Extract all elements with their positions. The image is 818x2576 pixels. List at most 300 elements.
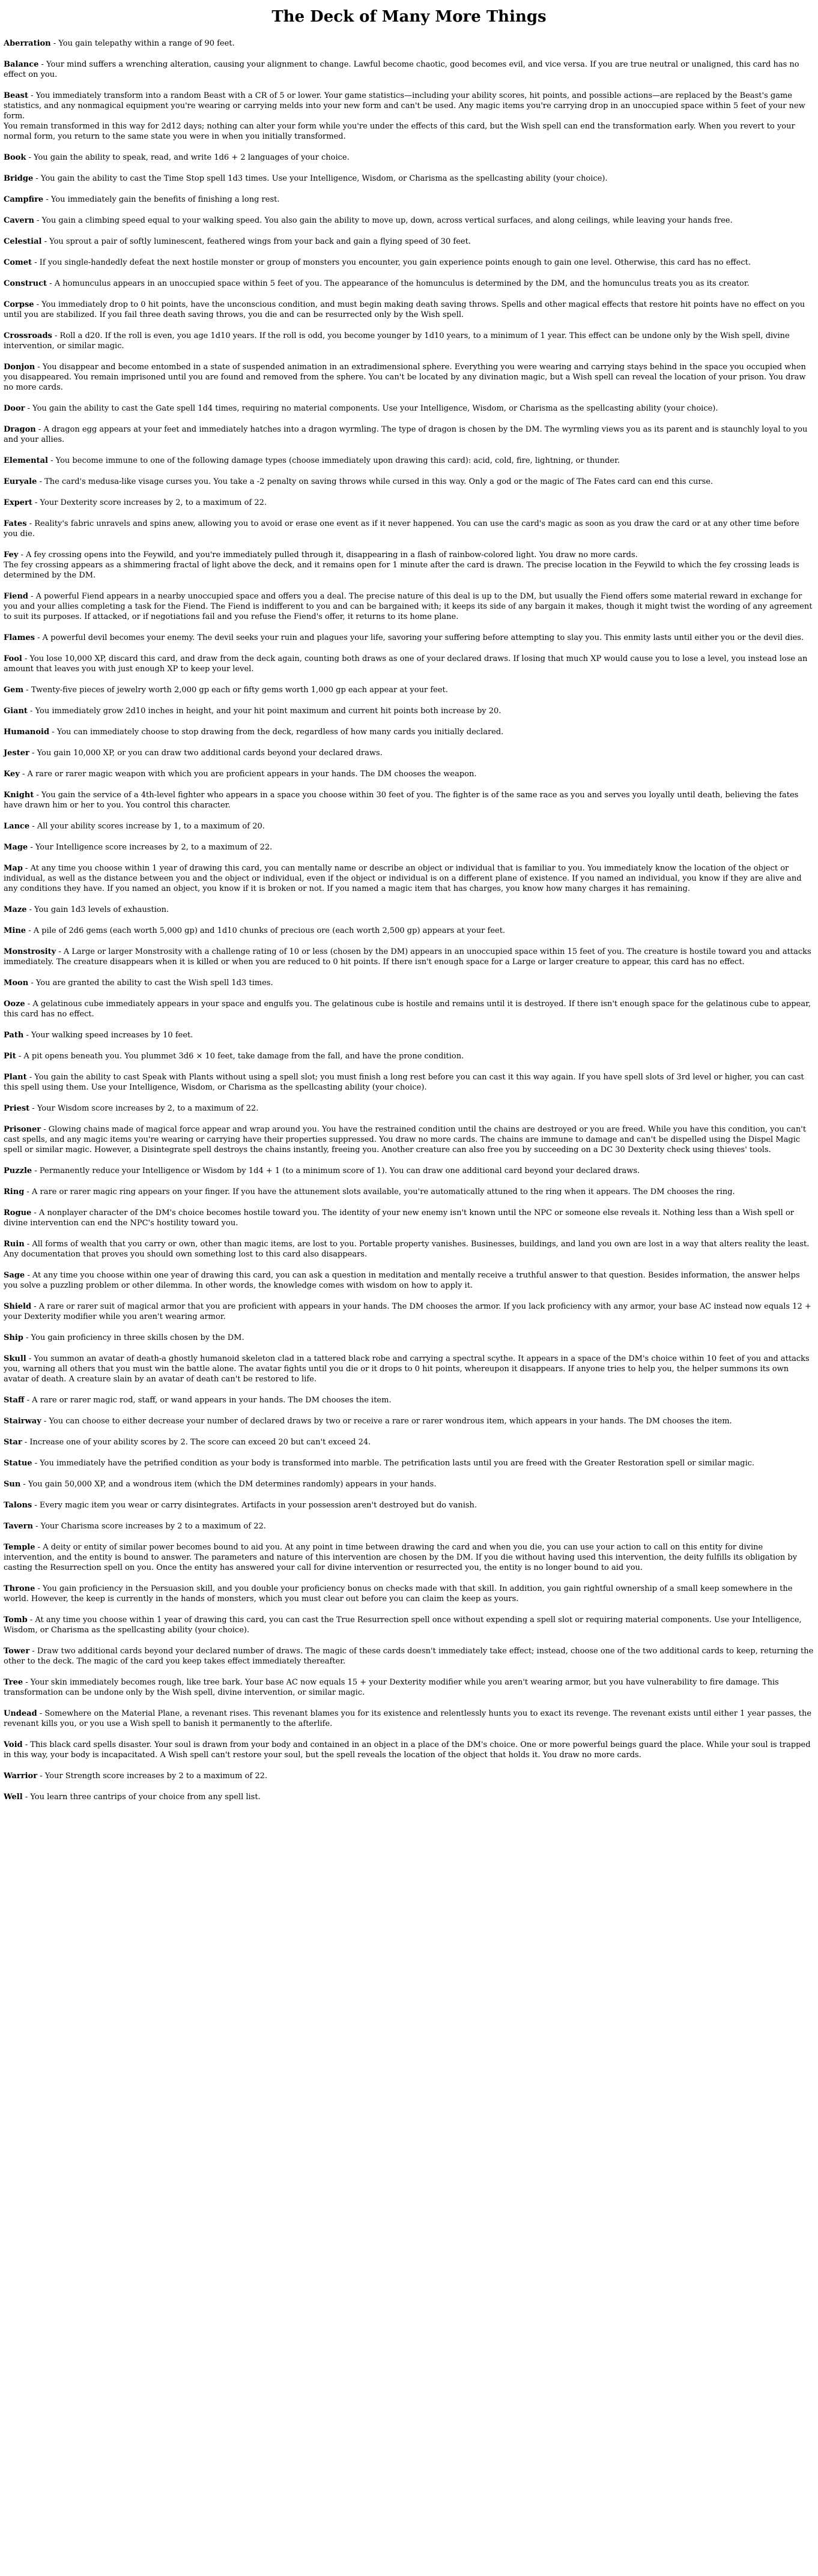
card-name: Giant [4,707,28,716]
card-description: Somewhere on the Material Plane, a revenant rises. This revenant blames you for its existence and relentlessly hunts you to exact its revenge. The revenant exists until either 1 year passes, the revenant kills you, or you use a Wish spell to banish it permanently to the afterlife. [4,1709,812,1728]
card-paragraph [4,1521,814,1531]
card-paragraph [4,1239,814,1259]
card-entry [4,258,814,268]
card-separator: - [32,1522,41,1531]
card-entry [4,1771,814,1781]
card-paragraph [4,1072,814,1093]
card-separator: - [52,331,60,340]
card-name: Tomb [4,1615,28,1624]
card-description: You immediately have the petrified condition as your body is transformed into marble. The petrification lasts until you are freed with the Greater Restoration spell or similar magic. [40,1459,755,1468]
card-paragraph [4,560,814,581]
card-entry [4,727,814,737]
card-name: Maze [4,905,27,914]
card-paragraph [4,550,814,560]
card-description: You can choose to either decrease your number of declared draws by two or receive a rare or rarer wondrous item, which appears in your hands. The DM chooses the item. [49,1417,732,1426]
card-paragraph [4,1166,814,1176]
card-name: Lance [4,822,30,831]
card-paragraph [4,91,814,121]
card-separator: - [23,1333,31,1342]
card-entry [4,1354,814,1384]
card-separator: - [34,633,43,642]
card-paragraph [4,654,814,674]
card-separator: - [22,1438,30,1447]
card-description: Your Dexterity score increases by 2, to a maximum of 22. [40,498,267,507]
card-entry [4,216,814,226]
card-entry [4,863,814,894]
card-name: Monstrosity [4,947,56,956]
card-paragraph [4,1646,814,1667]
card-description: All forms of wealth that you carry or own, other than magic items, are lost to you. Portable property vanishes. Businesses, buildings, and land you own are lost in a way that alters reality the least. Any documentation that proves you should own something lost to this card also disappears. [4,1240,810,1259]
card-separator: - [25,1000,33,1009]
card-name: Elemental [4,456,48,465]
card-description: Your skin immediately becomes rough, like tree bark. Your base AC now equals 15 + your Dexterity modifier while you aren't wearing armor, but you have vulnerability to fire damage. This transformation can be undone only by the Wish spell, divine intervention, or similar magic. [4,1678,779,1697]
card-paragraph [4,1270,814,1291]
card-name: Fey [4,550,19,560]
card-description: You immediately drop to 0 hit points, have the unconscious condition, and must begin making death saving throws. Spells and other magical effects that restore hit points have no effect on you until you are stabilized. If you fail three death saving throws, you die and can be resurrected only by the Wish spell. [4,300,805,319]
card-separator: - [26,519,35,528]
card-description: You gain the service of a 4th-level fighter who appears in a space you choose within 30 feet of you. The fighter is of the same race as you and serves you loyally until death, believing the fates have drawn him or her to you. You control this character. [4,791,799,810]
card-paragraph [4,1354,814,1384]
card-name: Warrior [4,1772,38,1781]
card-entry [4,1584,814,1604]
card-paragraph [4,424,814,445]
card-separator: - [31,1208,39,1217]
card-entry [4,999,814,1019]
card-separator: - [18,550,26,560]
card-separator: - [32,1459,40,1468]
card-paragraph [4,863,814,894]
card-separator: - [32,498,40,507]
card-entry [4,947,814,967]
card-name: Ship [4,1333,23,1342]
card-separator: - [35,1584,43,1593]
card-paragraph [4,1584,814,1604]
card-entry [4,237,814,247]
card-entry [4,300,814,320]
card-description: The fey crossing appears as a shimmering fractal of light above the deck, and it remains open for 1 minute after the card is drawn. The precise location in the Feywild to which the fey crossing leads is determined by the DM. [4,561,799,580]
card-description: Roll a d20. If the roll is even, you age 1d10 years. If the roll is odd, you become younger by 1d10 years, to a minimum of 1 year. This effect can be undone only by the Wish spell, divine intervention, or similar magic. [4,331,790,351]
card-separator: - [26,926,34,935]
card-entry [4,1542,814,1573]
card-name: Void [4,1740,23,1749]
card-separator: - [24,1187,32,1196]
card-paragraph [4,1333,814,1343]
card-entry [4,498,814,508]
card-name: Shield [4,1302,32,1311]
card-description: You gain telepathy within a range of 90 feet. [58,39,235,48]
card-entry [4,173,814,184]
card-entry [4,1103,814,1114]
card-name: Ruin [4,1240,25,1249]
card-name: Temple [4,1543,35,1552]
card-name: Book [4,153,26,162]
card-description: You immediately grow 2d10 inches in height, and your hit point maximum and current hit points both increase by 20. [35,707,501,716]
card-entry [4,38,814,49]
card-paragraph [4,152,814,163]
card-name: Flames [4,633,35,642]
card-description: You gain 10,000 XP, or you can draw two additional cards beyond your declared draws. [37,749,383,758]
card-name: Construct [4,279,47,288]
card-description: You learn three cantrips of your choice from any spell list. [30,1793,261,1802]
card-description: Your Strength score increases by 2 to a maximum of 22. [44,1772,268,1781]
card-entry [4,331,814,351]
card-description: Your Charisma score increases by 2 to a maximum of 22. [40,1522,266,1531]
card-entry [4,1166,814,1176]
card-name: Balance [4,60,39,69]
card-separator: - [38,60,47,69]
card-name: Stairway [4,1417,41,1426]
card-paragraph [4,1542,814,1573]
card-description: You can immediately choose to stop drawing from the deck, regardless of how many cards you initially declared. [56,728,504,737]
card-separator: - [32,1166,40,1175]
card-separator: - [32,258,40,267]
card-description: This black card spells disaster. Your soul is drawn from your body and contained in an object in a place of the DM's choice. One or more powerful beings guard the place. While your soul is trapped in this way, your body is incapacitated. A Wish spell can't restore your soul, but the spell reveals the location of the object that holds it. You draw no more cards. [4,1740,811,1760]
card-paragraph [4,300,814,320]
card-entry [4,91,814,142]
card-separator: - [29,822,37,831]
card-entry [4,195,814,205]
card-entry [4,769,814,779]
card-description: You immediately transform into a random Beast with a CR of 5 or lower. Your game statistics—including your ability scores, hit points, and possible actions—are replaced by the Beast's game statistics, and any nonmagical equipment you're wearing or carrying melds into your new form and can't be used. Any magic items you're carrying drop in an unoccupied space within 5 feet of your new form. [4,91,805,121]
card-separator: - [23,1031,31,1040]
card-separator: - [22,864,31,873]
card-paragraph [4,519,814,539]
card-separator: - [35,425,44,434]
card-paragraph [4,403,814,414]
card-entry-list [4,38,814,1802]
card-separator: - [20,1480,28,1489]
card-paragraph [4,947,814,967]
card-paragraph [4,748,814,758]
card-entry [4,1124,814,1155]
card-description: Twenty-five pieces of jewelry worth 2,000 gp each or fifty gems worth 1,000 gp each appear at your feet. [31,686,448,695]
card-entry [4,1030,814,1040]
card-paragraph [4,1124,814,1155]
card-paragraph [4,1771,814,1781]
card-name: Prisoner [4,1125,41,1134]
card-paragraph [4,1709,814,1729]
card-entry [4,706,814,716]
card-separator: - [34,791,41,800]
card-paragraph [4,1030,814,1040]
card-separator: - [23,1678,31,1687]
card-paragraph [4,591,814,622]
card-paragraph [4,1479,814,1489]
card-description: Your walking speed increases by 10 feet. [31,1031,193,1040]
card-entry [4,550,814,581]
card-name: Expert [4,498,32,507]
card-description: A nonplayer character of the DM's choice becomes hostile toward you. The identity of your new enemy isn't known until the NPC or someone else reveals it. Nothing less than a Wish spell or divine intervention can end the NPC's hostility toward you. [4,1208,795,1228]
card-separator: - [22,1793,31,1802]
card-description: Reality's fabric unravels and spins anew, allowing you to avoid or erase one event as if it never happened. You can use the card's magic as soon as you draw the card or at any other time before you die. [4,519,799,538]
card-paragraph [4,769,814,779]
card-name: Mine [4,926,26,935]
card-description: A powerful Fiend appears in a nearby unoccupied space and offers you a deal. The precise nature of this deal is up to the DM, but usually the Fiend offers some material reward in exchange for you and your allies completing a task for the Fiend. The Fiend is indifferent to you and can be bargained with; it keeps its side of any bargain it makes, though it might twist the wording of any agreement to suit its purposes. If attacked, or if negotiations fail and you refuse the Fiend's offer, it returns to its home plane. [4,592,813,621]
card-separator: - [27,707,35,716]
card-separator: - [33,174,41,183]
card-name: Plant [4,1073,27,1082]
card-description: A gelatinous cube immediately appears in your space and engulfs you. The gelatinous cube is hostile and remains until it is destroyed. If there isn't enough space for the gelatinous cube to appear, this card has no effect. [4,1000,811,1019]
card-description: You gain 50,000 XP, and a wondrous item (which the DM determines randomly) appears in your hands. [28,1480,437,1489]
card-name: Skull [4,1354,26,1363]
card-description: You gain proficiency in the Persuasion skill, and you double your proficiency bonus on checks made with that skill. In addition, you gain rightful ownership of a small keep somewhere in the world. However, the keep is currently in the hands of monsters, which you must clear out before you can claim the keep as yours. [4,1584,793,1603]
card-name: Sage [4,1271,25,1280]
card-entry [4,279,814,289]
card-paragraph [4,1302,814,1322]
card-paragraph [4,1051,814,1061]
card-name: Well [4,1793,23,1802]
card-entry [4,477,814,487]
card-description: Draw two additional cards beyond your declared number of draws. The magic of these cards doesn't immediately take effect; instead, choose one of the two additional cards to keep, returning the other to the deck. The magic of the card you keep takes effect immediately thereafter. [4,1647,814,1666]
card-name: Sun [4,1480,21,1489]
card-entry [4,1709,814,1729]
card-name: Tree [4,1678,23,1687]
card-description: The card's medusa-like visage curses you. You take a -2 penalty on saving throws while cursed in this way. Only a god or the magic of The Fates card can end this curse. [44,477,713,486]
card-name: Talons [4,1501,32,1510]
card-name: Pit [4,1052,16,1061]
card-separator: - [28,843,35,852]
card-entry [4,1302,814,1322]
card-entry [4,1239,814,1259]
card-separator: - [27,1615,35,1624]
card-separator: - [26,1354,34,1363]
card-description: You gain the ability to cast the Time Stop spell 1d3 times. Use your Intelligence, Wisdom, or Charisma as the spellcasting ability (your choice). [40,174,608,183]
card-paragraph [4,926,814,936]
card-description: Increase one of your ability scores by 2. The score can exceed 20 but can't exceed 24. [29,1438,371,1447]
card-paragraph [4,727,814,737]
card-description: You become immune to one of the following damage types (choose immediately upon drawing this card): acid, cold, fire, lightning, or thunder. [55,456,620,465]
card-description: At any time you choose within 1 year of drawing this card, you can cast the True Resurrection spell once without expending a spell slot or requiring material components. Use your Intelligence, Wisdom, or Charisma as the spellcasting ability (your choice). [4,1615,802,1635]
card-entry [4,1072,814,1093]
card-separator: - [26,1073,35,1082]
card-paragraph [4,1740,814,1760]
card-entry [4,1479,814,1489]
card-separator: - [37,1709,45,1718]
card-entry [4,1521,814,1531]
card-description: Your Intelligence score increases by 2, to a maximum of 22. [35,843,273,852]
card-separator: - [28,592,36,601]
card-paragraph [4,978,814,988]
card-description: A pit opens beneath you. You plummet 3d6 × 10 feet, take damage from the fall, and have the prone condition. [23,1052,464,1061]
card-separator: - [41,1417,49,1426]
card-separator: - [23,686,31,695]
card-description: A deity or entity of similar power becomes bound to aid you. At any point in time between drawing the card and when you die, you can use your action to call on this entity for divine intervention, and the entity is bound to answer. The parameters and nature of this intervention are chosen by the DM. If you die without having used this intervention, the deity fulfills its obligation by casting the Resurrection spell on you. Once the entity has answered your call for divine intervention or resurrected you, the entity is no longer bound to aid you. [4,1543,798,1572]
card-description: Glowing chains made of magical force appear and wrap around you. You have the restrained condition until the chains are destroyed or you are freed. While you have this condition, you can't cast spells, and any magic items you're wearing or carrying have their properties suppressed. You draw no more cards. The chains are immune to damage and can't be dispelled using the Dispel Magic spell or similar magic. However, a Disintegrate spell destroys the chains instantly, freeing you. Another creature can also free you by succeeding on a DC 30 Dexterity check using thieves' tools. [4,1125,807,1154]
card-entry [4,748,814,758]
card-separator: - [29,749,37,758]
card-paragraph [4,842,814,852]
card-name: Fates [4,519,27,528]
card-paragraph [4,1103,814,1114]
card-entry [4,456,814,466]
card-name: Jester [4,749,29,758]
card-description: You are granted the ability to cast the Wish spell 1d3 times. [35,979,273,988]
card-separator: - [47,456,56,465]
card-description: A powerful devil becomes your enemy. The devil seeks your ruin and plagues your life, savoring your suffering before attempting to slay you. This enmity lasts until either you or the devil dies. [42,633,804,642]
card-description: You immediately gain the benefits of finishing a long rest. [50,195,280,204]
card-description: A pile of 2d6 gems (each worth 5,000 gp) and 1d10 chunks of precious ore (each worth 2,500 gp) appears at your feet. [33,926,506,935]
card-separator: - [22,654,30,663]
card-separator: - [35,363,43,372]
card-name: Cavern [4,216,34,225]
card-name: Statue [4,1459,32,1468]
card-separator: - [50,39,59,48]
card-separator: - [56,947,64,956]
card-separator: - [37,1772,45,1781]
card-name: Fiend [4,592,28,601]
card-entry [4,1677,814,1698]
card-paragraph [4,216,814,226]
card-description: A rare or rarer suit of magical armor that you are proficient with appears in your hands. The DM chooses the armor. If you lack proficiency with any armor, your base AC instead now equals 12 + your Dexterity modifier while you aren't wearing armor. [4,1302,811,1321]
card-separator: - [29,1647,37,1656]
card-name: Fool [4,654,22,663]
card-separator: - [31,1302,39,1311]
card-name: Donjon [4,363,35,372]
card-paragraph [4,685,814,695]
card-name: Euryale [4,477,37,486]
card-description: Your Wisdom score increases by 2, to a maximum of 22. [37,1104,259,1113]
card-description: All your ability scores increase by 1, to a maximum of 20. [37,822,265,831]
card-paragraph [4,1500,814,1510]
card-paragraph [4,1677,814,1698]
card-entry [4,685,814,695]
card-separator: - [49,728,57,737]
card-separator: - [26,905,35,914]
card-separator: - [16,1052,24,1061]
card-paragraph [4,1792,814,1802]
card-entry [4,1208,814,1228]
card-description: A fey crossing opens into the Feywild, and you're immediately pulled through it, disappearing in a flash of rainbow-colored light. You draw no more cards. [26,550,638,560]
card-entry [4,905,814,915]
card-paragraph [4,258,814,268]
card-name: Dragon [4,425,36,434]
card-entry [4,424,814,445]
card-entry [4,1416,814,1426]
card-paragraph [4,38,814,49]
card-entry [4,1051,814,1061]
card-name: Comet [4,258,32,267]
card-entry [4,1395,814,1405]
card-name: Tavern [4,1522,33,1531]
card-paragraph [4,279,814,289]
card-paragraph [4,1208,814,1228]
card-name: Key [4,770,20,779]
card-paragraph [4,362,814,393]
card-separator: - [32,1501,40,1510]
card-name: Priest [4,1104,30,1113]
card-entry [4,633,814,643]
card-description: You gain a climbing speed equal to your walking speed. You also gain the ability to move up, down, across vertical surfaces, and along ceilings, while leaving your hands free. [41,216,733,225]
card-paragraph [4,1395,814,1405]
card-description: A rare or rarer magic rod, staff, or wand appears in your hands. The DM chooses the item. [32,1396,392,1405]
card-separator: - [43,195,51,204]
card-separator: - [29,1104,37,1113]
card-description: A rare or rarer magic weapon with which you are proficient appears in your hands. The DM chooses the weapon. [27,770,477,779]
card-description: You gain the ability to cast the Gate spell 1d4 times, requiring no material components. Use your Intelligence, Wisdom, or Charisma as the spellcasting ability (your choice). [32,404,718,413]
card-name: Aberration [4,39,51,48]
card-name: Knight [4,791,34,800]
card-description: You remain transformed in this way for 2d12 days; nothing can alter your form while you're under the effects of this card, but the Wish spell can end the transformation early. When you revert to your normal form, you return to the same state you were in when you initially transformed. [4,122,795,141]
card-entry [4,152,814,163]
card-separator: - [22,1740,31,1749]
card-separator: - [25,1271,32,1280]
card-description: At any time you choose within one year of drawing this card, you can ask a question in meditation and mentally receive a truthful answer to that question. Besides information, the answer helps you solve a puzzling problem or other dilemma. In other words, the knowledge comes with wisdom on how to apply it. [4,1271,800,1290]
card-entry [4,1500,814,1510]
card-description: You gain 1d3 levels of exhaustion. [34,905,169,914]
card-paragraph [4,173,814,184]
card-name: Tower [4,1647,30,1656]
card-paragraph [4,477,814,487]
card-entry [4,1646,814,1667]
card-entry [4,1333,814,1343]
card-paragraph [4,1615,814,1635]
card-paragraph [4,195,814,205]
card-entry [4,1615,814,1635]
card-name: Bridge [4,174,34,183]
card-entry [4,1740,814,1760]
card-name: Staff [4,1396,25,1405]
card-name: Ring [4,1187,25,1196]
card-name: Gem [4,686,24,695]
card-description: Permanently reduce your Intelligence or Wisdom by 1d4 + 1 (to a minimum score of 1). You can draw one additional card beyond your declared draws. [39,1166,640,1175]
card-separator: - [34,216,42,225]
card-description: A dragon egg appears at your feet and immediately hatches into a dragon wyrmling. The type of dragon is chosen by the DM. The wyrmling views you as its parent and is staunchly loyal to you and your allies. [4,425,808,444]
card-description: At any time you choose within 1 year of drawing this card, you can mentally name or describe an object or individual that is familiar to you. You immediately know the location of the object or individual, as well as the distance between you and the object or individual, even if the object or individual is on a different plane of existence. If you named an individual, you know if they are alive and any conditions they have. If you named an object, you know if it is broken or not. If you named a magic item that has charges, you know how many charges it has remaining. [4,864,802,893]
card-description: A rare or rarer magic ring appears on your finger. If you have the attunement slots available, you're automatically attuned to the ring when it appears. The DM chooses the ring. [31,1187,735,1196]
card-entry [4,926,814,936]
card-name: Mage [4,843,28,852]
card-paragraph [4,905,814,915]
card-description: You gain proficiency in three skills chosen by the DM. [31,1333,244,1342]
card-description: You sprout a pair of softly luminescent, feathered wings from your back and gain a flying speed of 30 feet. [49,237,471,246]
card-separator: - [37,477,45,486]
card-name: Celestial [4,237,42,246]
card-description: A Large or larger Monstrosity with a challenge rating of 10 or less (chosen by the DM) appears in an unoccupied space within 15 feet of you. The creature is hostile toward you and attacks immediately. The creature disappears when it is killed or when you are reduced to 0 hit points. If there isn't enough space for a Large or larger creature to appear, this card has no effect. [4,947,811,967]
card-name: Rogue [4,1208,32,1217]
card-description: A homunculus appears in an unoccupied space within 5 feet of you. The appearance of the homunculus is determined by the DM, and the homunculus treats you as its creator. [54,279,750,288]
card-separator: - [24,1396,32,1405]
card-name: Path [4,1031,24,1040]
card-paragraph [4,1437,814,1447]
card-entry [4,1437,814,1447]
card-entry [4,978,814,988]
card-entry [4,1458,814,1468]
card-separator: - [28,91,36,100]
card-name: Undead [4,1709,37,1718]
card-description: If you single-handedly defeat the next hostile monster or group of monsters you encounter, you gain experience points enough to gain one level. Otherwise, this card has no effect. [39,258,751,267]
card-entry [4,654,814,674]
card-name: Door [4,404,25,413]
card-entry [4,403,814,414]
card-paragraph [4,1187,814,1197]
card-description: You gain the ability to speak, read, and write 1d6 + 2 languages of your choice. [34,153,350,162]
page-title: The Deck of Many More Things [271,8,547,26]
card-paragraph [4,59,814,80]
card-separator: - [47,279,55,288]
card-description: Your mind suffers a wrenching alteration, causing your alignment to change. Lawful become chaotic, good becomes evil, and vice versa. If you are true neutral or unaligned, this card has no effect on you. [4,60,799,79]
card-name: Beast [4,91,29,100]
card-description: You gain the ability to cast Speak with Plants without using a spell slot; you must finish a long rest before you can cast it this way again. If you have spell slots of 3rd level or higher, you can cast this spell using them. Use your Intelligence, Wisdom, or Charisma as the spellcasting ability (your choice). [4,1073,804,1092]
card-name: Puzzle [4,1166,32,1175]
card-paragraph [4,237,814,247]
card-paragraph [4,331,814,351]
card-paragraph [4,999,814,1019]
card-entry [4,1792,814,1802]
card-entry [4,519,814,539]
card-paragraph [4,1416,814,1426]
card-description: You summon an avatar of death-a ghostly humanoid skeleton clad in a tattered black robe and carrying a spectral scythe. It appears in a space of the DM's choice within 10 feet of you and attacks you, warning all others that you must win the battle alone. The avatar fights until you die or it drops to 0 hit points, whereupon it disappears. If anyone tries to help you, the helper summons its own avatar of death. A creature slain by an avatar of death can't be restored to life. [4,1354,810,1384]
card-separator: - [41,237,50,246]
